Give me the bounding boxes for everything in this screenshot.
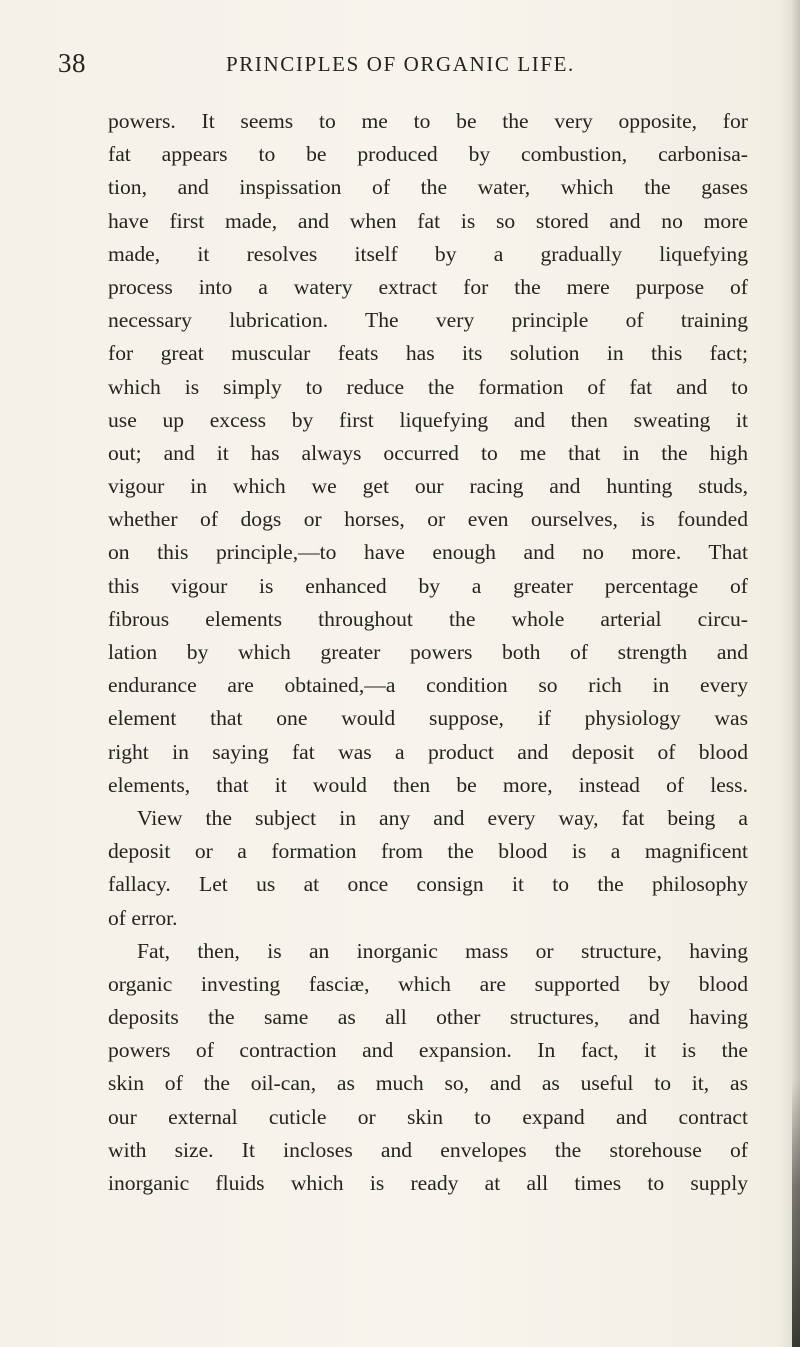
text-line: fallacy. Let us at once consign it to the philosophy: [108, 872, 748, 897]
text-line: for great muscular feats has its solution in this fact;: [108, 341, 748, 366]
text-line: use up excess by first liquefying and then sweating it: [108, 407, 748, 432]
text-line: fat appears to be produced by combustion, carbonisa-: [108, 142, 748, 167]
text-line: which is simply to reduce the formation of fat and to: [108, 374, 748, 399]
text-line: whether of dogs or horses, or even ourselves, is founded: [108, 507, 748, 532]
text-line: skin of the oil-can, as much so, and as useful to it, as: [108, 1071, 748, 1096]
text-line: elements, that it would then be more, instead of less.: [108, 772, 748, 797]
text-line: tion, and inspissation of the water, which the gases: [108, 175, 748, 200]
running-title: PRINCIPLES OF ORGANIC LIFE.: [226, 52, 575, 76]
text-line: right in saying fat was a product and deposit of blood: [108, 739, 748, 764]
body-text: [108, 105, 748, 1200]
page-header: [58, 48, 738, 88]
text-line: of error.: [108, 905, 178, 930]
text-line: deposits the same as all other structures, and having: [108, 1005, 748, 1030]
text-line: Fat, then, is an inorganic mass or structure, having: [137, 938, 748, 963]
text-line: process into a watery extract for the mere purpose of: [108, 274, 748, 299]
text-line: on this principle,—to have enough and no more. That: [108, 540, 748, 565]
page-number: 38: [58, 48, 86, 78]
text-line: deposit or a formation from the blood is a magnificent: [108, 839, 748, 864]
text-line: fibrous elements throughout the whole arterial circu-: [108, 606, 748, 631]
text-line: necessary lubrication. The very principle of training: [108, 308, 748, 333]
text-line: powers of contraction and expansion. In fact, it is the: [108, 1038, 748, 1063]
text-line: organic investing fasciæ, which are supported by blood: [108, 971, 748, 996]
text-line: View the subject in any and every way, fat being a: [137, 805, 748, 830]
text-line: vigour in which we get our racing and hunting studs,: [108, 474, 748, 499]
text-line: this vigour is enhanced by a greater percentage of: [108, 573, 748, 598]
text-line: endurance are obtained,—a condition so rich in every: [108, 673, 748, 698]
text-line: our external cuticle or skin to expand and contract: [108, 1104, 748, 1129]
text-line: lation by which greater powers both of strength and: [108, 640, 748, 664]
text-line: have first made, and when fat is so stored and no more: [108, 208, 748, 233]
text-line: powers. It seems to me to be the very opposite, for: [108, 109, 748, 133]
text-line: element that one would suppose, if physiology was: [108, 706, 748, 731]
text-line: out; and it has always occurred to me that in the high: [108, 440, 748, 465]
text-line: inorganic fluids which is ready at all times to supply: [108, 1171, 748, 1195]
text-line: made, it resolves itself by a gradually liquefying: [108, 241, 748, 266]
page-edge-binding: [792, 1080, 800, 1347]
text-line: with size. It incloses and envelopes the storehouse of: [108, 1137, 748, 1162]
